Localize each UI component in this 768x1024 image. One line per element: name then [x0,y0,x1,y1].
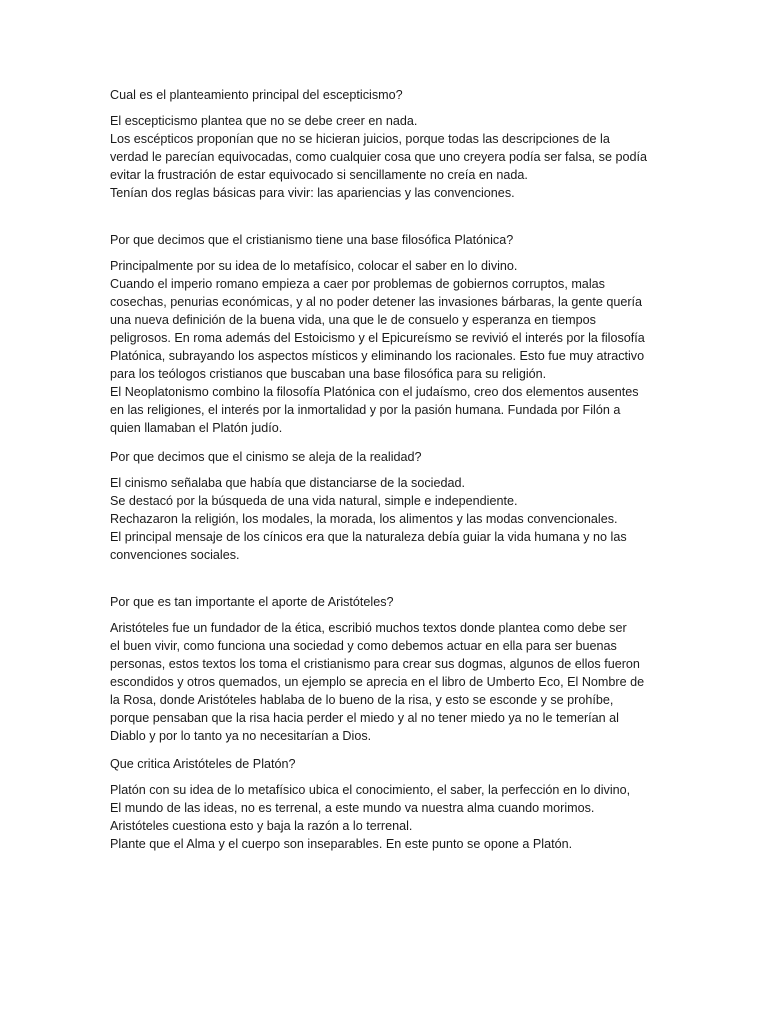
answer-paragraph [110,474,670,564]
answer-line: personas, estos textos los toma el cristianismo para crear sus dogmas, algunos de ellos fueron [110,657,640,671]
question-heading: Por que decimos que el cinismo se aleja de la realidad? [110,450,422,464]
answer-line: escondidos y otros quemados, un ejemplo se aprecia en el libro de Umberto Eco, El Nombre de [110,675,645,689]
answer-line: quien llamaban el Platón judío. [110,421,283,435]
qa-section-cinismo [110,448,670,564]
answer-line: en las religiones, el interés por la inmortalidad y por la pasión humana. Fundada por Filón a [110,403,621,417]
answer-line: Platónica, subrayando los aspectos místicos y eliminando los racionales. Esto fue muy atractivo [110,349,645,363]
answer-line: verdad le parecían equivocadas, como cualquier cosa que uno creyera podía ser falsa, se podía [110,150,647,164]
answer-line: Aristóteles cuestiona esto y baja la razón a lo terrenal. [110,819,413,833]
answer-line: Principalmente por su idea de lo metafísico, colocar el saber en lo divino. [110,259,518,273]
answer-line: El cinismo señalaba que había que distanciarse de la sociedad. [110,476,465,490]
document-content [110,86,670,853]
answer-paragraph [110,781,670,853]
answer-line: El Neoplatonismo combino la filosofía Platónica con el judaísmo, creo dos elementos ausentes [110,385,639,399]
answer-line: Diablo y por lo tanto ya no necesitarían a Dios. [110,729,372,743]
answer-line: El principal mensaje de los cínicos era que la naturaleza debía guiar la vida humana y no las [110,530,627,544]
answer-line: convenciones sociales. [110,548,240,562]
answer-line: Cuando el imperio romano empieza a caer por problemas de gobiernos corruptos, malas [110,277,605,291]
answer-line: Se destacó por la búsqueda de una vida natural, simple e independiente. [110,494,518,508]
qa-section-aristoteles [110,593,670,745]
answer-paragraph [110,619,670,745]
answer-line: Platón con su idea de lo metafísico ubica el conocimiento, el saber, la perfección en lo divino, [110,783,631,797]
answer-line: peligrosos. En roma además del Estoicismo y el Epicureísmo se revivió el interés por la filosofía [110,331,645,345]
answer-line: Rechazaron la religión, los modales, la morada, los alimentos y las modas convencionales. [110,512,618,526]
question-heading: Por que es tan importante el aporte de Aristóteles? [110,595,394,609]
question-heading: Por que decimos que el cristianismo tiene una base filosófica Platónica? [110,233,514,247]
answer-line: porque pensaban que la risa hacia perder el miedo y al no tener miedo ya no le temerían al [110,711,619,725]
answer-line: el buen vivir, como funciona una sociedad y como debemos actuar en ella para ser buenas [110,639,617,653]
answer-line: evitar la frustración de estar equivocado si sencillamente no creía en nada. [110,168,528,182]
answer-line: El escepticismo plantea que no se debe creer en nada. [110,114,418,128]
question-heading: Cual es el planteamiento principal del escepticismo? [110,88,403,102]
qa-section-cristianismo [110,231,670,437]
answer-line: para los teólogos cristianos que buscaban una base filosófica para su religión. [110,367,547,381]
answer-line: Aristóteles fue un fundador de la ética, escribió muchos textos donde plantea como debe ser [110,621,627,635]
question-heading: Que critica Aristóteles de Platón? [110,757,296,771]
answer-line: Plante que el Alma y el cuerpo son inseparables. En este punto se opone a Platón. [110,837,573,851]
qa-section-escepticismo [110,86,670,202]
answer-paragraph [110,257,670,437]
answer-line: Tenían dos reglas básicas para vivir: las apariencias y las convenciones. [110,186,515,200]
answer-line: cosechas, penurias económicas, y al no poder detener las invasiones bárbaras, la gente quería [110,295,643,309]
qa-section-critica-platon [110,755,670,853]
answer-line: una nueva definición de la buena vida, una que le de consuelo y esperanza en tiempos [110,313,596,327]
answer-paragraph [110,112,670,202]
answer-line: El mundo de las ideas, no es terrenal, a este mundo va nuestra alma cuando morimos. [110,801,595,815]
answer-line: la Rosa, donde Aristóteles hablaba de lo bueno de la risa, y esto se esconde y se prohíbe, [110,693,614,707]
answer-line: Los escépticos proponían que no se hicieran juicios, porque todas las descripciones de la [110,132,610,146]
